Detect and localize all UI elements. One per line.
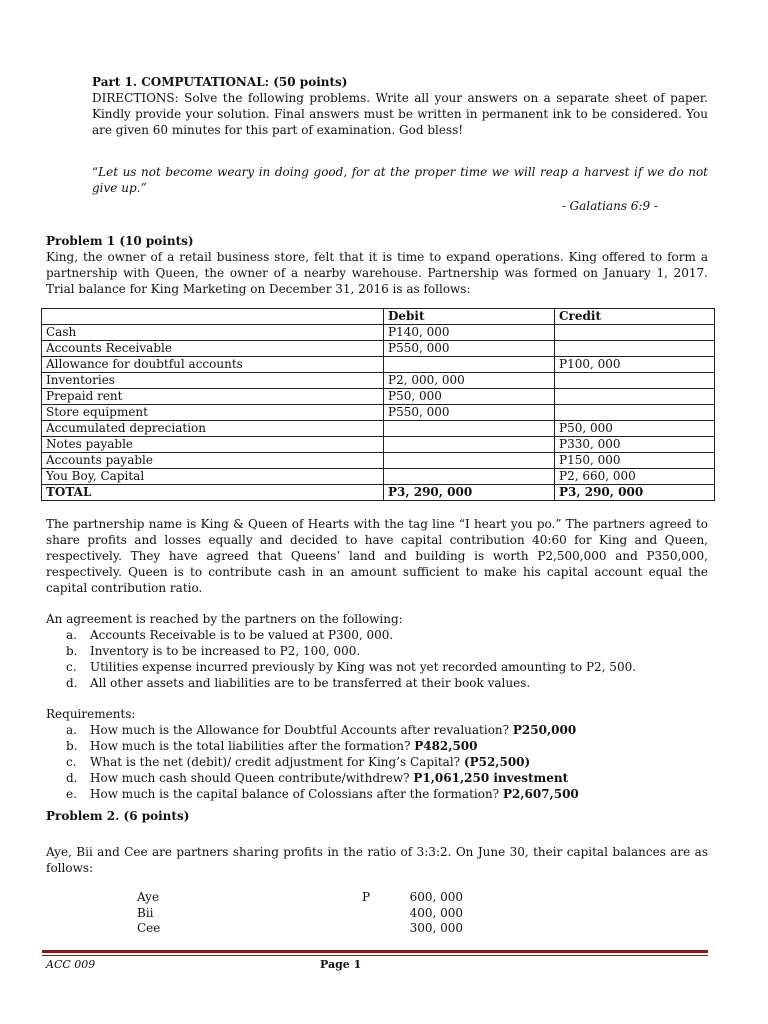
quote-attribution: - Galatians 6:9 - [561, 199, 658, 213]
item-label: c. [66, 755, 77, 769]
account-name: You Boy, Capital [42, 469, 384, 485]
item-text: How much is the Allowance for Doubtful Accounts after revaluation? [90, 723, 513, 737]
capital-amount: 300, 000 [409, 921, 463, 935]
item-label: a. [66, 723, 77, 737]
capital-amount: 600, 000 [409, 890, 463, 904]
table-header-row [42, 309, 715, 325]
list-item [66, 643, 708, 659]
credit-value: P50, 000 [555, 421, 715, 437]
account-name: Allowance for doubtful accounts [42, 357, 384, 373]
capital-row [137, 920, 477, 936]
capital-amount: 400, 000 [409, 906, 463, 920]
credit-value: P2, 660, 000 [555, 469, 715, 485]
page-number: Page 1 [320, 958, 362, 971]
account-name: Notes payable [42, 437, 384, 453]
credit-value: P330, 000 [555, 437, 715, 453]
list-item [66, 627, 708, 643]
item-label: d. [66, 676, 78, 690]
item-label: e. [66, 787, 77, 801]
table-row [42, 405, 715, 421]
requirements-title: Requirements: [46, 707, 136, 721]
part1-section [92, 74, 708, 138]
table-header-credit: Credit [555, 309, 715, 325]
item-answer: P1,061,250 investment [413, 771, 569, 785]
item-answer: P250,000 [512, 723, 577, 737]
debit-value [384, 421, 555, 437]
list-item [66, 738, 708, 754]
item-answer: P2,607,500 [502, 787, 579, 801]
item-label: b. [66, 739, 78, 753]
bible-quote [92, 164, 708, 214]
capital-row [137, 889, 477, 905]
capital-row [137, 905, 477, 921]
item-text: Accounts Receivable is to be valued at P300, 000. [90, 628, 394, 642]
credit-value [555, 405, 715, 421]
debit-value [384, 357, 555, 373]
account-name: Inventories [42, 373, 384, 389]
list-item [66, 770, 708, 786]
part1-directions: DIRECTIONS: Solve the following problems. Write all your answers on a separate sheet of paper. Kindly provide your solution. Final answers must be written in permanent ink to be considered. You are given 60 minutes for this part of examination. God bless! [92, 91, 708, 137]
debit-value [384, 453, 555, 469]
credit-value: P150, 000 [555, 453, 715, 469]
footer-rule-thin [42, 955, 708, 956]
credit-value [555, 373, 715, 389]
credit-value [555, 389, 715, 405]
table-row [42, 421, 715, 437]
problem1-body [46, 516, 708, 802]
item-text: Utilities expense incurred previously by King was not yet recorded amounting to P2, 500. [90, 660, 637, 674]
credit-value [555, 341, 715, 357]
list-item [66, 675, 708, 691]
item-label: d. [66, 771, 78, 785]
total-credit: P3, 290, 000 [555, 485, 715, 501]
debit-value: P550, 000 [384, 405, 555, 421]
agreement-list [46, 627, 708, 691]
table-row [42, 341, 715, 357]
account-name: Store equipment [42, 405, 384, 421]
table-row [42, 453, 715, 469]
total-label: TOTAL [42, 485, 384, 501]
list-item [66, 754, 708, 770]
course-code: ACC 009 [46, 958, 96, 971]
table-row [42, 357, 715, 373]
account-name: Prepaid rent [42, 389, 384, 405]
list-item [66, 786, 708, 802]
debit-value: P550, 000 [384, 341, 555, 357]
agreement-intro: An agreement is reached by the partners on the following: [46, 612, 403, 626]
debit-value: P2, 000, 000 [384, 373, 555, 389]
quote-text: “Let us not become weary in doing good, for at the proper time we will reap a harvest if we do not give up.” [92, 165, 708, 195]
debit-value: P50, 000 [384, 389, 555, 405]
table-row [42, 373, 715, 389]
table-header-debit: Debit [384, 309, 555, 325]
item-text: How much is the total liabilities after the formation? [90, 739, 415, 753]
problem1-header [46, 233, 708, 297]
debit-value [384, 469, 555, 485]
list-item [66, 659, 708, 675]
item-label: b. [66, 644, 78, 658]
partner-name: Cee [137, 921, 161, 935]
table-row [42, 389, 715, 405]
debit-value [384, 437, 555, 453]
table-row [42, 325, 715, 341]
list-item [66, 722, 708, 738]
table-row [42, 437, 715, 453]
partner-name: Bii [137, 906, 154, 920]
item-text: How much is the capital balance of Colossians after the formation? [90, 787, 503, 801]
item-label: a. [66, 628, 77, 642]
item-answer: (P52,500) [463, 755, 531, 769]
trial-balance-table [41, 308, 715, 501]
item-text: How much cash should Queen contribute/withdrew? [90, 771, 414, 785]
item-text: What is the net (debit)/ credit adjustment for King’s Capital? [90, 755, 464, 769]
problem1-intro: King, the owner of a retail business store, felt that it is time to expand operations. King offered to form a partnership with Queen, the owner of a nearby warehouse. Partnership was formed on January 1, 2017. Trial balance for King Marketing on December 31, 2016 is as follows: [46, 250, 708, 296]
credit-value: P100, 000 [555, 357, 715, 373]
problem2-intro: Aye, Bii and Cee are partners sharing profits in the ratio of 3:3:2. On June 30, their capital balances are as follows: [46, 845, 708, 875]
account-name: Accounts Receivable [42, 341, 384, 357]
footer-rule-thick [42, 950, 708, 953]
item-label: c. [66, 660, 77, 674]
total-debit: P3, 290, 000 [384, 485, 555, 501]
table-row [42, 469, 715, 485]
account-name: Accounts payable [42, 453, 384, 469]
problem2-title: Problem 2. (6 points) [46, 809, 190, 823]
currency-symbol: P [362, 890, 371, 904]
partner-name: Aye [137, 890, 160, 904]
debit-value: P140, 000 [384, 325, 555, 341]
part1-title: Part 1. COMPUTATIONAL: (50 points) [92, 75, 348, 89]
requirements-list [46, 722, 708, 802]
table-total-row [42, 485, 715, 501]
partnership-paragraph: The partnership name is King & Queen of Hearts with the tag line “I heart you po.” The partners agreed to share profits and losses equally and decided to have capital contribution 40:60 for King and Queen, respectively. They have agreed that Queens’ land and building is worth P2,500,000 and P350,000, respectively. Queen is to contribute cash in an amount sufficient to make his capital account equal the capital contribution ratio. [46, 517, 708, 595]
problem1-title: Problem 1 (10 points) [46, 234, 194, 248]
item-text: All other assets and liabilities are to be transferred at their book values. [90, 676, 531, 690]
item-text: Inventory is to be increased to P2, 100, 000. [90, 644, 361, 658]
item-answer: P482,500 [414, 739, 478, 753]
credit-value [555, 325, 715, 341]
table-header-cell [42, 309, 384, 325]
account-name: Accumulated depreciation [42, 421, 384, 437]
account-name: Cash [42, 325, 384, 341]
